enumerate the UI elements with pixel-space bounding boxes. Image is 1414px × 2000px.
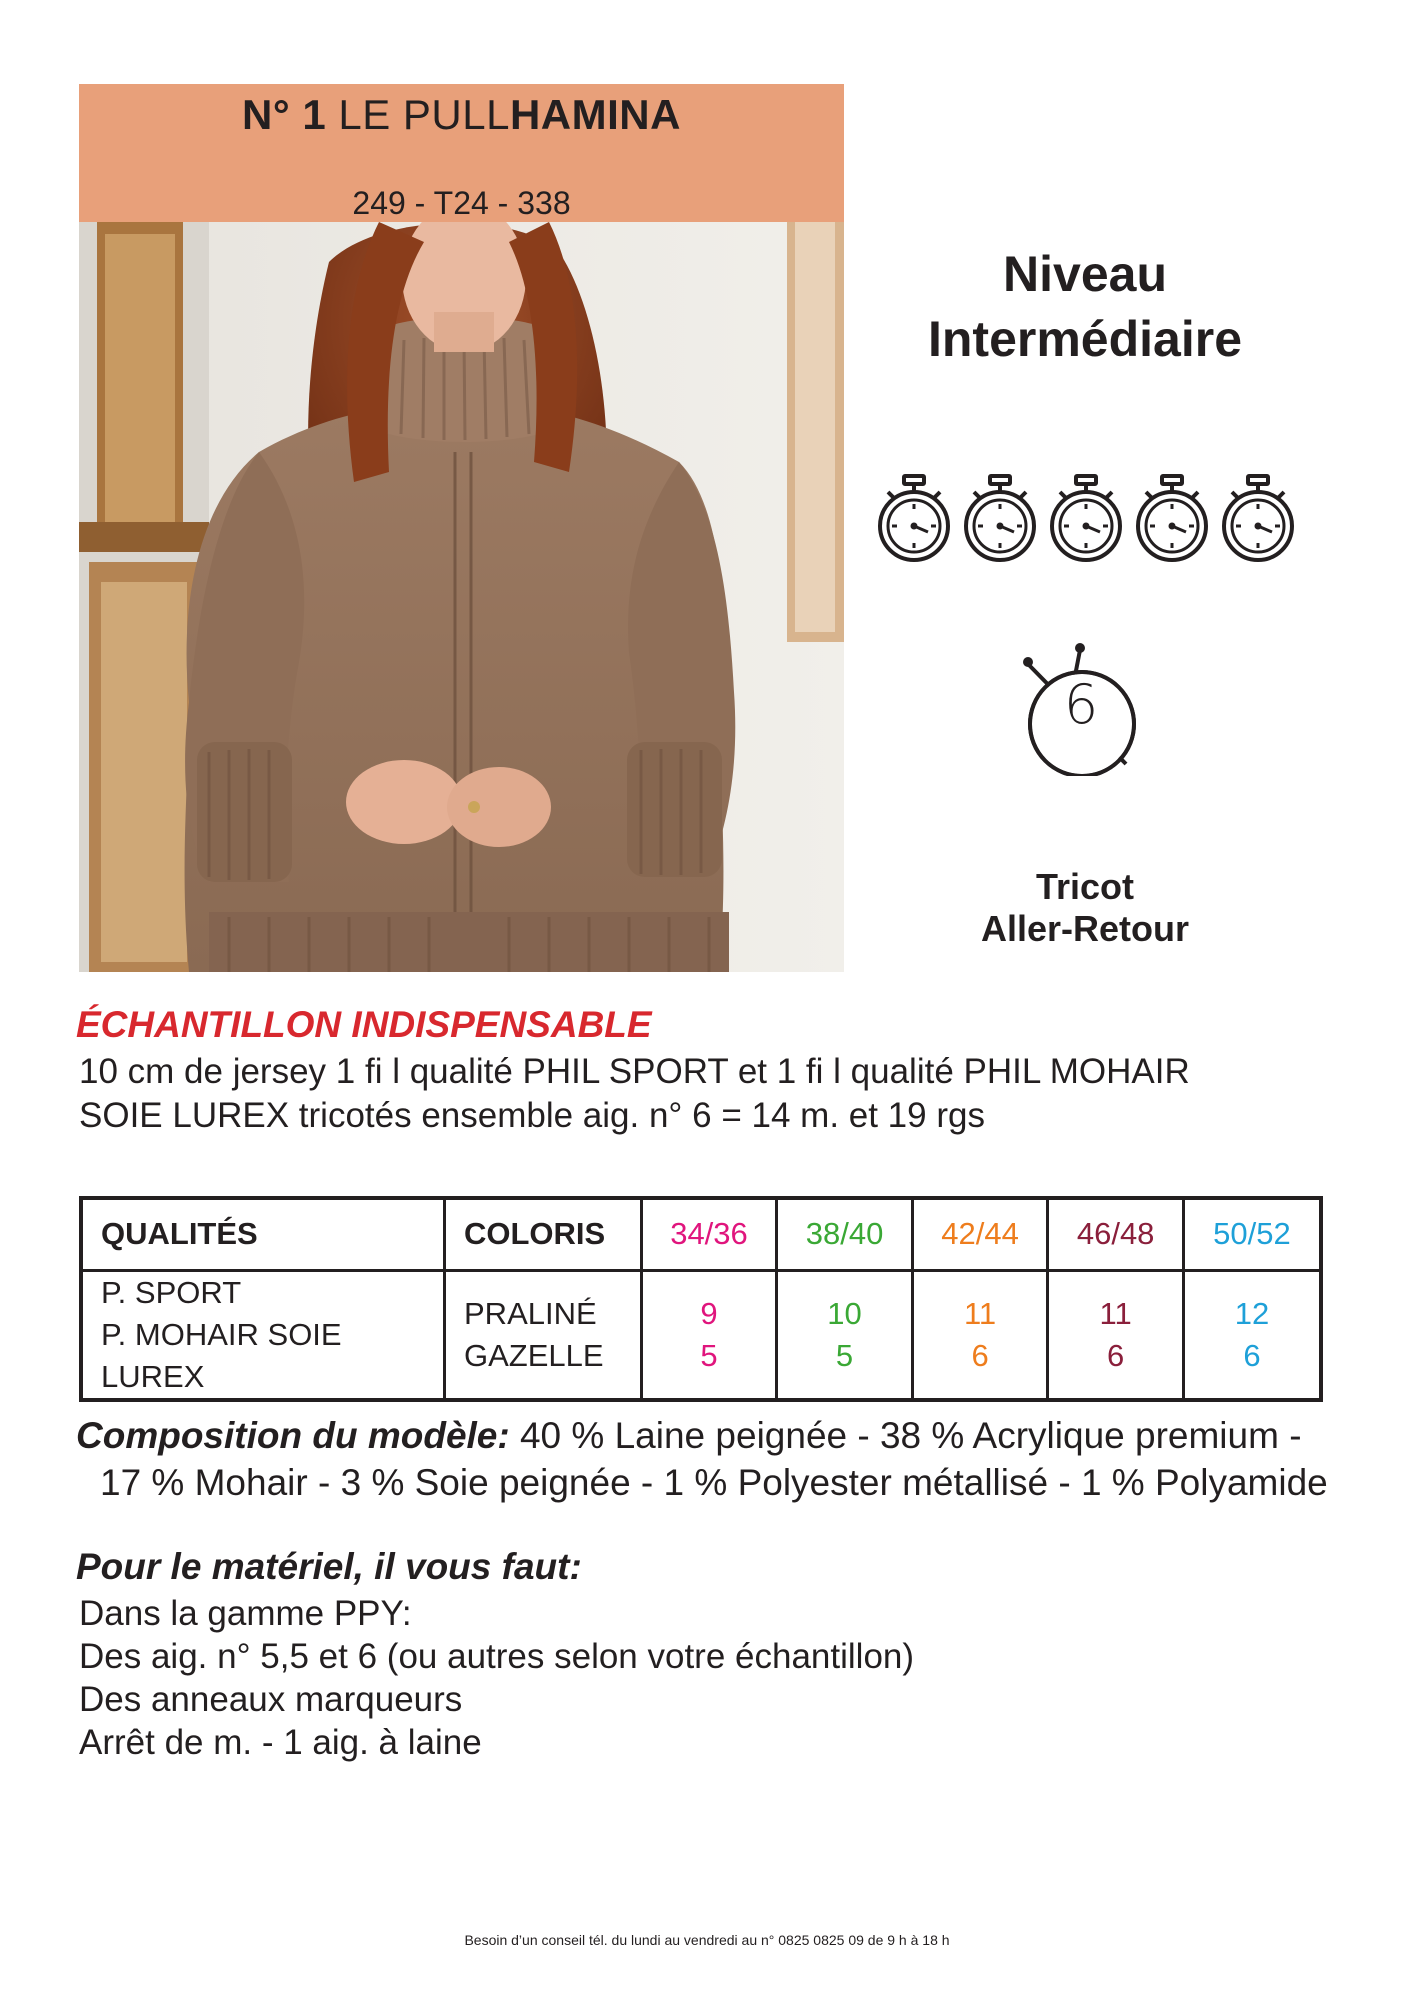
pattern-prefix: LE PULL bbox=[338, 91, 510, 138]
quantity-cell bbox=[1183, 1270, 1321, 1400]
materials-title: Pour le matériel, il vous faut: bbox=[76, 1546, 582, 1587]
quantity-cell bbox=[777, 1270, 913, 1400]
technique-line2: Aller-Retour bbox=[980, 908, 1190, 949]
technique bbox=[930, 866, 1240, 950]
quantity-cell bbox=[912, 1270, 1048, 1400]
list-item: Arrêt de m. - 1 aig. à laine bbox=[79, 1723, 482, 1762]
quantity-cell bbox=[641, 1270, 777, 1400]
footer-contact: Besoin d’un conseil tél. du lundi au vendredi au n° 0825 0825 09 de 9 h à 18 h bbox=[464, 1932, 950, 1948]
quantity-value: 9 bbox=[700, 1295, 718, 1331]
difficulty-timers bbox=[876, 474, 1296, 564]
composition-line1: 40 % Laine peignée - 38 % Acrylique premium - bbox=[509, 1415, 1302, 1456]
header-qualites: QUALITÉS bbox=[81, 1198, 445, 1270]
difficulty-level bbox=[880, 242, 1290, 372]
level-value: Intermédiaire bbox=[927, 311, 1242, 367]
quantity-value: 5 bbox=[835, 1337, 854, 1373]
quantity-value: 12 bbox=[1234, 1295, 1270, 1331]
needle-size: 6 bbox=[1063, 673, 1099, 736]
materials-list bbox=[79, 1592, 914, 1764]
quantity-value: 6 bbox=[1243, 1337, 1261, 1373]
pattern-title bbox=[79, 90, 844, 140]
gauge-line2: SOIE LUREX tricotés ensemble aig. n° 6 = 14 m. et 19 rgs bbox=[79, 1096, 985, 1135]
yarn-names-cell bbox=[81, 1270, 445, 1400]
yarn-name: P. MOHAIR SOIE LUREX bbox=[101, 1316, 342, 1394]
composition-label: Composition du modèle: bbox=[76, 1415, 510, 1456]
header-size: 46/48 bbox=[1048, 1198, 1184, 1270]
title-band bbox=[79, 84, 844, 222]
pattern-name: HAMINA bbox=[509, 91, 681, 138]
composition bbox=[76, 1412, 1376, 1506]
yarn-name: P. SPORT bbox=[101, 1274, 242, 1310]
composition-line2: 17 % Mohair - 3 % Soie peignée - 1 % Polyester métallisé - 1 % Polyamide bbox=[100, 1462, 1328, 1503]
gauge-title: ÉCHANTILLON INDISPENSABLE bbox=[76, 1004, 652, 1045]
header-size: 34/36 bbox=[641, 1198, 777, 1270]
quantity-value: 10 bbox=[827, 1295, 862, 1331]
list-item: Des aig. n° 5,5 et 6 (ou autres selon votre échantillon) bbox=[79, 1637, 915, 1676]
level-label: Niveau bbox=[1003, 246, 1167, 302]
quantity-cell bbox=[1048, 1270, 1184, 1400]
quantity-value: 5 bbox=[700, 1337, 718, 1373]
header-size: 38/40 bbox=[777, 1198, 913, 1270]
header-size: 50/52 bbox=[1183, 1198, 1321, 1270]
list-item: Des anneaux marqueurs bbox=[79, 1680, 463, 1719]
color-name: PRALINÉ bbox=[464, 1295, 597, 1331]
stopwatch-icon bbox=[1048, 474, 1124, 564]
stopwatch-icon bbox=[1220, 474, 1296, 564]
list-item: Dans la gamme PPY: bbox=[79, 1594, 412, 1633]
yarn-table bbox=[79, 1196, 1323, 1402]
table-row bbox=[81, 1270, 1321, 1400]
technique-line1: Tricot bbox=[1035, 866, 1134, 907]
color-name: GAZELLE bbox=[464, 1337, 604, 1373]
colors-cell bbox=[445, 1270, 642, 1400]
quantity-value: 11 bbox=[1099, 1295, 1132, 1331]
stopwatch-icon bbox=[1134, 474, 1210, 564]
quantity-value: 6 bbox=[971, 1337, 989, 1373]
gauge-line1: 10 cm de jersey 1 fi l qualité PHIL SPORT et 1 fi l qualité PHIL MOHAIR bbox=[79, 1052, 1190, 1091]
gauge-text bbox=[79, 1050, 1319, 1138]
model-wearing-sweater-photo bbox=[79, 222, 844, 972]
header-size: 42/44 bbox=[912, 1198, 1048, 1270]
stopwatch-icon bbox=[876, 474, 952, 564]
pattern-reference: 249 - T24 - 338 bbox=[352, 185, 571, 221]
pattern-number: N° 1 bbox=[242, 91, 327, 138]
quantity-value: 6 bbox=[1107, 1337, 1125, 1373]
table-header-row bbox=[81, 1198, 1321, 1270]
stopwatch-icon bbox=[962, 474, 1038, 564]
header-coloris: COLORIS bbox=[445, 1198, 642, 1270]
quantity-value: 11 bbox=[963, 1295, 997, 1331]
